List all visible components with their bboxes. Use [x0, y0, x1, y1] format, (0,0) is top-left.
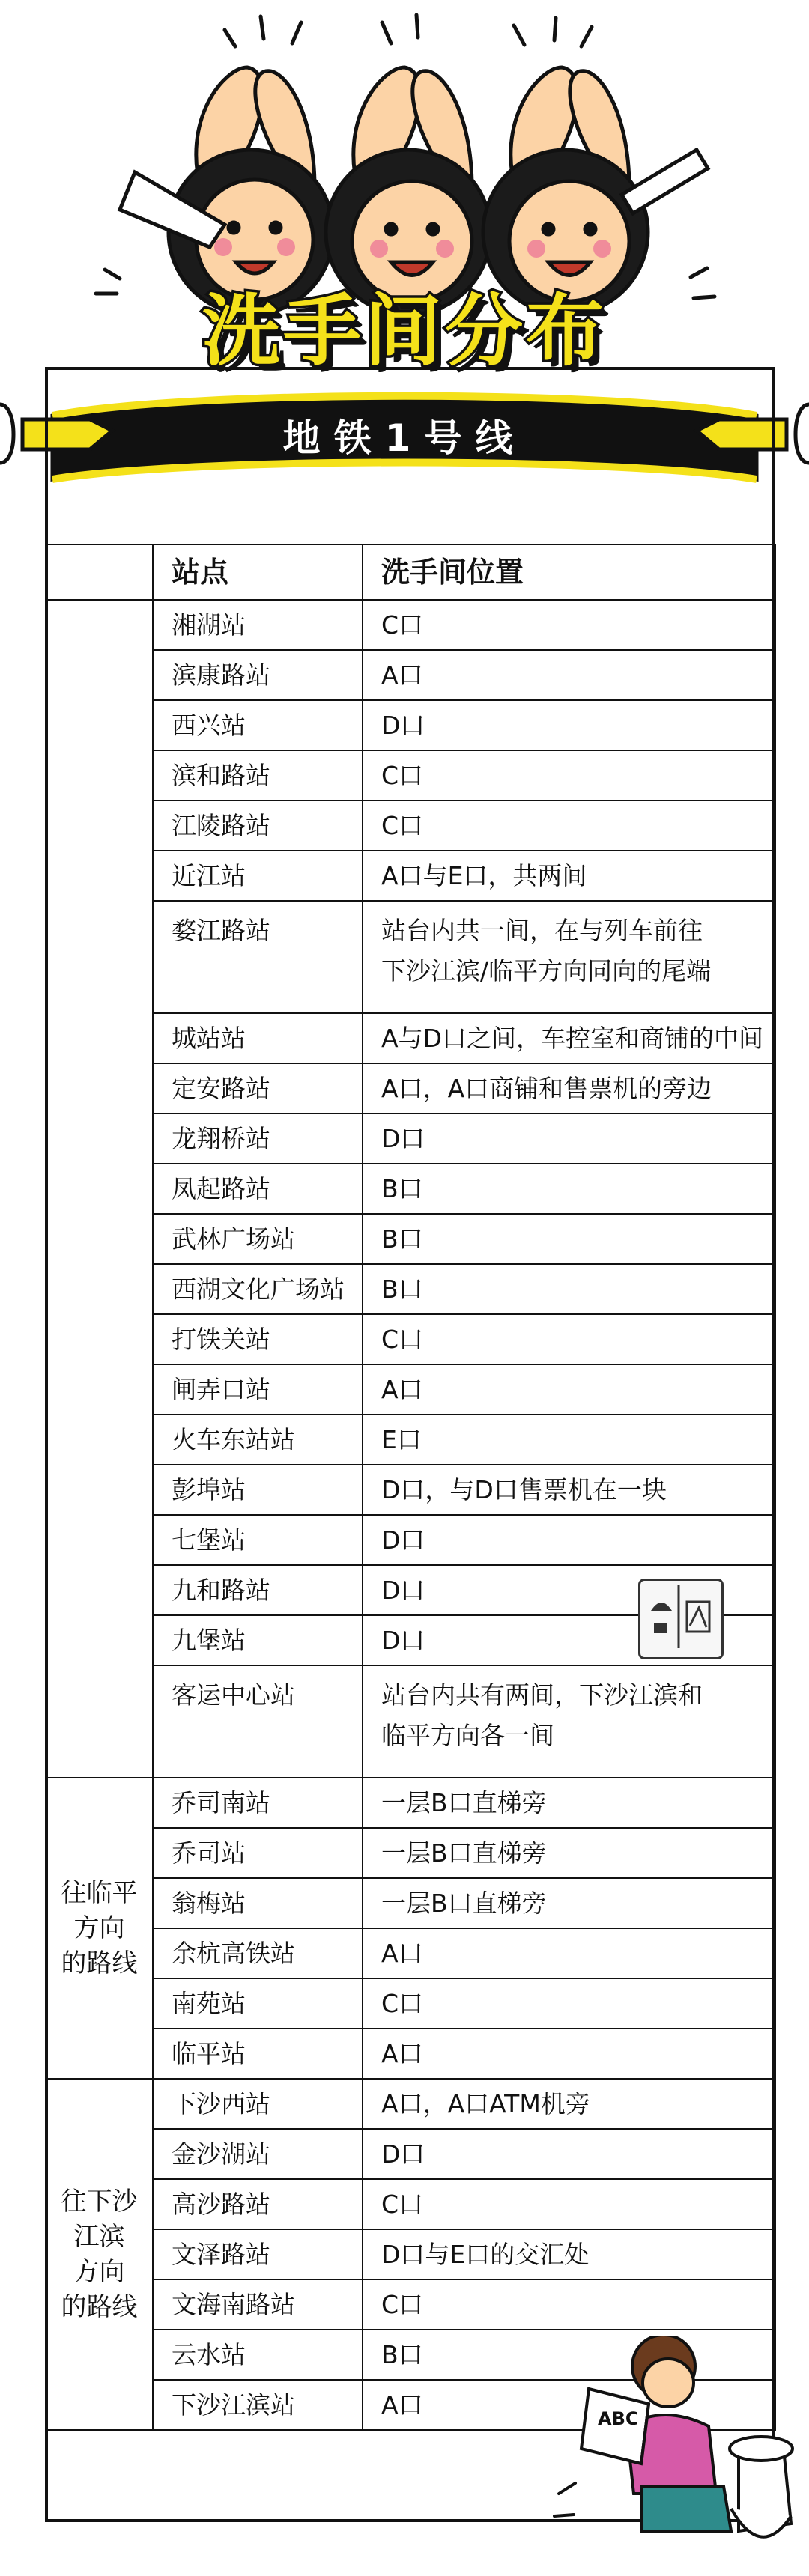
restroom-table [45, 544, 775, 2431]
header-station: 站点 [153, 544, 363, 600]
table-row [46, 2129, 775, 2179]
table-row [46, 2229, 775, 2279]
station-name: 云水站 [153, 2330, 363, 2380]
table-row [46, 1665, 775, 1778]
direction-label-line: 方向 [73, 1913, 125, 1943]
restroom-location [363, 1013, 775, 1063]
table-row [46, 1928, 775, 1978]
header-direction [46, 544, 153, 600]
table-header-row [46, 544, 775, 600]
location-line: C口 [381, 1988, 424, 2018]
direction-label-line: 往临平 [61, 1877, 138, 1908]
restroom-location [363, 2179, 775, 2229]
restroom-sign-icon [638, 1579, 724, 1659]
header-location: 洗手间位置 [363, 544, 775, 600]
table-row [46, 1013, 775, 1063]
table-row [46, 1364, 775, 1415]
location-line: A口，A口ATM机旁 [381, 2089, 590, 2118]
table-row [46, 2079, 775, 2129]
location-line: D口 [381, 710, 425, 740]
table-row [46, 700, 775, 750]
station-name: 凤起路站 [153, 1164, 363, 1214]
station-name: 余杭高铁站 [153, 1928, 363, 1978]
table-row [46, 1415, 775, 1465]
page-title: 洗手间分布 [202, 285, 607, 377]
location-line: C口 [381, 760, 424, 790]
table-row [46, 1978, 775, 2029]
station-name: 临平站 [153, 2029, 363, 2079]
restroom-location [363, 1364, 775, 1415]
restroom-location [363, 1828, 775, 1878]
table-row [46, 650, 775, 700]
table-row [46, 1778, 775, 1828]
restroom-location [363, 700, 775, 750]
location-line: C口 [381, 2189, 424, 2219]
restroom-location [363, 2279, 775, 2330]
station-name: 九和路站 [153, 1565, 363, 1615]
restroom-location [363, 1114, 775, 1164]
restroom-location [363, 2229, 775, 2279]
restroom-location [363, 1878, 775, 1928]
station-name: 客运中心站 [153, 1665, 363, 1778]
restroom-location [363, 901, 775, 1013]
location-line: 站台内共有两间，下沙江滨和 [381, 1680, 703, 1710]
restroom-location [363, 1928, 775, 1978]
direction-label-line: 的路线 [61, 2291, 138, 2322]
station-name: 定安路站 [153, 1063, 363, 1114]
location-line: A口 [381, 2390, 423, 2419]
location-line: D口，与D口售票机在一块 [381, 1474, 667, 1504]
restroom-location [363, 650, 775, 700]
reading-character-illustration [536, 2336, 809, 2561]
location-line: C口 [381, 810, 424, 840]
location-line: C口 [381, 2289, 424, 2319]
location-line: A口与E口，共两间 [381, 860, 587, 890]
direction-label-line: 方向 [73, 2256, 125, 2287]
table-row [46, 1063, 775, 1114]
restroom-location [363, 600, 775, 650]
location-line: B口 [381, 1224, 423, 1254]
station-name: 武林广场站 [153, 1214, 363, 1264]
direction-cell [46, 600, 153, 1778]
restroom-location [363, 1314, 775, 1364]
location-line: A与D口之间，车控室和商铺的中间 [381, 1023, 763, 1053]
station-name: 火车东站站 [153, 1415, 363, 1465]
location-line: A口 [381, 2038, 423, 2068]
table-row [46, 1314, 775, 1364]
location-line: D口与E口的交汇处 [381, 2239, 590, 2269]
location-line: D口 [381, 2139, 425, 2169]
station-name: 西兴站 [153, 700, 363, 750]
station-name: 西湖文化广场站 [153, 1264, 363, 1314]
restroom-location [363, 1465, 775, 1515]
station-name: 闸弄口站 [153, 1364, 363, 1415]
table-row [46, 2029, 775, 2079]
location-line: D口 [381, 1525, 425, 1555]
location-line: A口，A口商铺和售票机的旁边 [381, 1073, 712, 1103]
location-line: 站台内共一间，在与列车前往 [381, 916, 703, 945]
table-row [46, 1828, 775, 1878]
location-line: E口 [381, 1424, 422, 1454]
location-line: 临平方向各一间 [381, 1721, 554, 1750]
table-row [46, 750, 775, 801]
character-right [483, 67, 708, 315]
location-line: D口 [381, 1123, 425, 1153]
station-name: 湘湖站 [153, 600, 363, 650]
station-name: 彭埠站 [153, 1465, 363, 1515]
location-line: C口 [381, 610, 424, 640]
direction-label-line: 江滨 [73, 2221, 125, 2252]
station-name: 婺江路站 [153, 901, 363, 1013]
character-left [120, 67, 333, 315]
location-line: B口 [381, 1274, 423, 1304]
table-row [46, 801, 775, 851]
station-name: 滨康路站 [153, 650, 363, 700]
restroom-location [363, 2129, 775, 2179]
restroom-location [363, 1665, 775, 1778]
location-line: D口 [381, 1575, 425, 1605]
station-name: 七堡站 [153, 1515, 363, 1565]
table-row [46, 600, 775, 650]
station-name: 下沙江滨站 [153, 2380, 363, 2430]
restroom-location [363, 1515, 775, 1565]
station-name: 龙翔桥站 [153, 1114, 363, 1164]
location-line: A口 [381, 660, 423, 690]
location-line: C口 [381, 1324, 424, 1354]
table-row [46, 1465, 775, 1515]
station-name: 城站站 [153, 1013, 363, 1063]
direction-label-line: 往下沙 [61, 2186, 138, 2217]
table-row [46, 901, 775, 1013]
station-name: 乔司站 [153, 1828, 363, 1878]
station-name: 九堡站 [153, 1615, 363, 1665]
table-row [46, 2279, 775, 2330]
restroom-location [363, 2079, 775, 2129]
restroom-location [363, 1978, 775, 2029]
station-name: 高沙路站 [153, 2179, 363, 2229]
direction-label-line: 的路线 [61, 1948, 138, 1978]
restroom-location [363, 2029, 775, 2079]
location-line: A口 [381, 1374, 423, 1404]
table-row [46, 851, 775, 901]
table-row [46, 1878, 775, 1928]
restroom-location [363, 1164, 775, 1214]
restroom-location [363, 1063, 775, 1114]
table-row [46, 1214, 775, 1264]
restroom-location [363, 851, 775, 901]
location-line: 一层B口直梯旁 [381, 1787, 547, 1817]
station-name: 翁梅站 [153, 1878, 363, 1928]
station-name: 下沙西站 [153, 2079, 363, 2129]
location-line: 一层B口直梯旁 [381, 1888, 547, 1918]
station-name: 文海南路站 [153, 2279, 363, 2330]
restroom-location [363, 1264, 775, 1314]
table-row [46, 1264, 775, 1314]
location-line: B口 [381, 1173, 423, 1203]
restroom-location [363, 1778, 775, 1828]
location-line: 下沙江滨/临平方向同向的尾端 [381, 956, 712, 985]
direction-cell [46, 1778, 153, 2079]
table-row [46, 2179, 775, 2229]
station-name: 文泽路站 [153, 2229, 363, 2279]
station-name: 江陵路站 [153, 801, 363, 851]
restroom-location [363, 750, 775, 801]
table-row [46, 1114, 775, 1164]
location-line: A口 [381, 1938, 423, 1968]
restroom-location [363, 1214, 775, 1264]
location-line: D口 [381, 1625, 425, 1655]
line-subtitle: 地铁1号线 [282, 416, 527, 460]
book-letters: ABC [598, 2408, 639, 2429]
station-name: 打铁关站 [153, 1314, 363, 1364]
location-line: 一层B口直梯旁 [381, 1838, 547, 1868]
station-name: 乔司南站 [153, 1778, 363, 1828]
station-name: 金沙湖站 [153, 2129, 363, 2179]
character-middle [326, 67, 491, 315]
station-name: 南苑站 [153, 1978, 363, 2029]
station-name: 近江站 [153, 851, 363, 901]
restroom-location [363, 801, 775, 851]
station-name: 滨和路站 [153, 750, 363, 801]
restroom-location [363, 1415, 775, 1465]
table-row [46, 1164, 775, 1214]
location-line: B口 [381, 2339, 423, 2369]
table-row [46, 1515, 775, 1565]
direction-cell [46, 2079, 153, 2430]
